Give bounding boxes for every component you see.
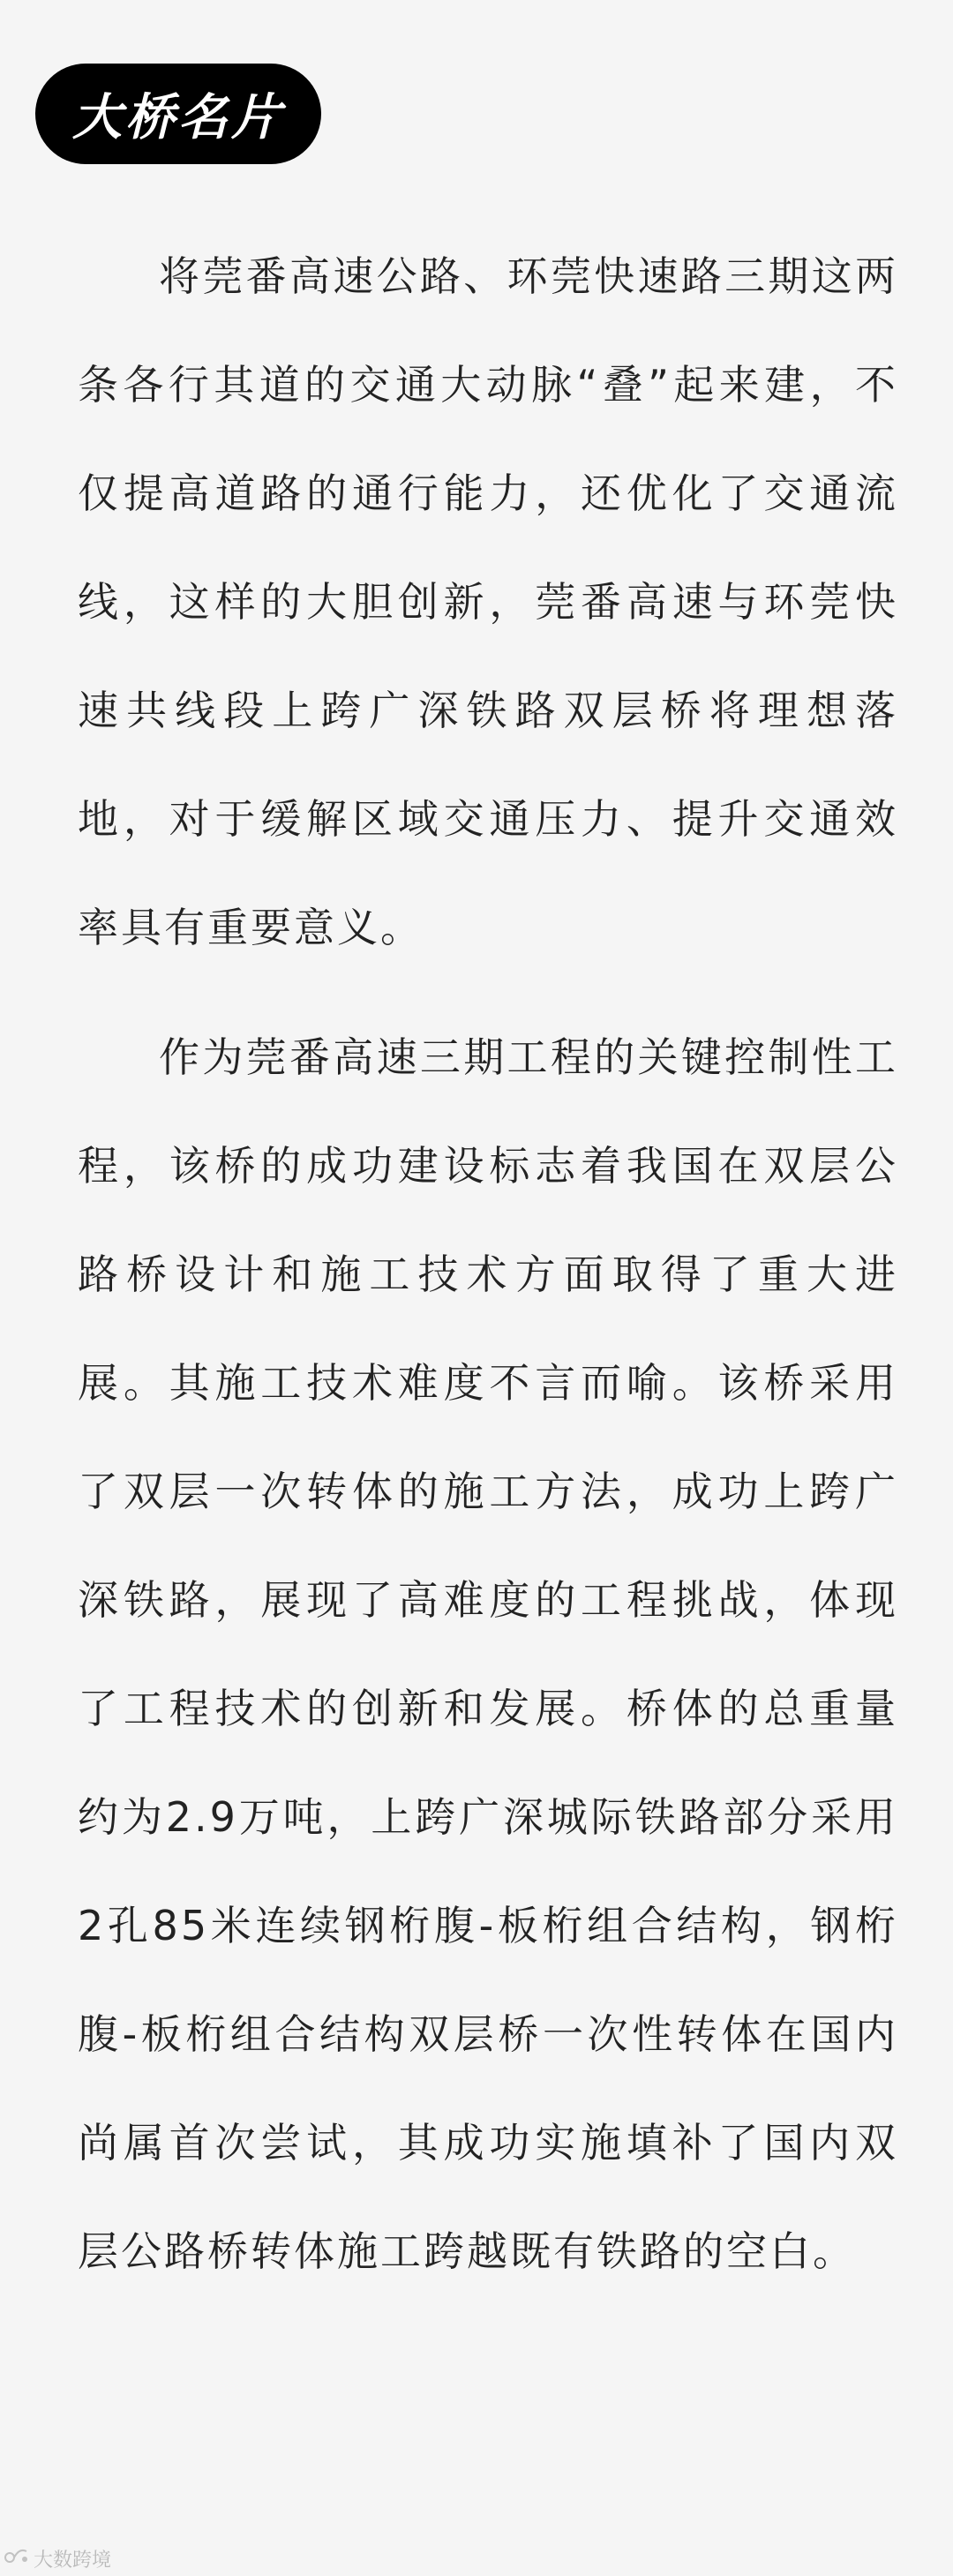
section-title: 大桥名片	[72, 89, 284, 146]
watermark-logo-icon	[4, 2544, 30, 2572]
watermark-text: 大数跨境	[34, 2549, 112, 2572]
section-badge	[35, 64, 321, 164]
article-body	[78, 222, 898, 2306]
paragraph-2: 作为莞番高速三期工程的关键控制性工程，该桥的成功建设标志着我国在双层公路桥设计和施工技术方面取得了重大进展。其施工技术难度不言而喻。该桥采用了双层一次转体的施工方法，成功上跨广深铁路，展现了高难度的工程挑战，体现了工程技术的创新和发展。桥体的总重量约为2.9万吨，上跨广深城际铁路部分采用2孔85米连续钢桁腹-板桁组合结构，钢桁腹-板桁组合结构双层桥一次性转体在国内尚属首次尝试，其成功实施填补了国内双层公路桥转体施工跨越既有铁路的空白。	[78, 1033, 898, 2275]
paragraph-1: 将莞番高速公路、环莞快速路三期这两条各行其道的交通大动脉“叠”起来建，不仅提高道路的通行能力，还优化了交通流线，这样的大胆创新，莞番高速与环莞快速共线段上跨广深铁路双层桥将理想落地，对于缓解区域交通压力、提升交通效率具有重要意义。	[78, 252, 898, 951]
watermark	[4, 2544, 111, 2572]
